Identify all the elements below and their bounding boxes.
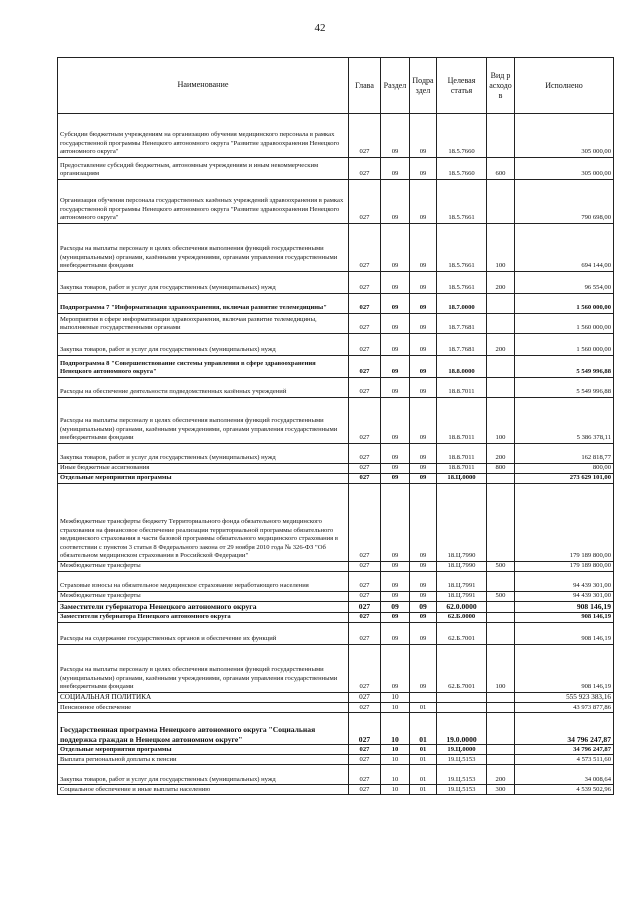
cell-chapter: 027 xyxy=(349,484,381,562)
cell-subsection: 09 xyxy=(410,272,437,294)
cell-subsection: 01 xyxy=(410,765,437,785)
cell-expense-type xyxy=(487,314,515,334)
cell-name: Социальное обеспечение и иные выплаты населению xyxy=(58,785,349,795)
cell-name: Межбюджетные трансферты бюджету Территориального фонда обязательного медицинского страхования на финансовое обеспечение реализации территориальной программы обязательного медицинского страхования в части базовой программы обязательного медицинского страхования в соответствии с пунктом 3 статьи 8 Федерального закона от 29 ноября 2010 года № 326-ФЗ "Об обязательном медицинском страховании в Российской Федерации" xyxy=(58,484,349,562)
cell-chapter: 027 xyxy=(349,645,381,693)
cell-subsection: 09 xyxy=(410,378,437,398)
cell-expense-type xyxy=(487,755,515,765)
cell-subsection: 09 xyxy=(410,645,437,693)
cell-target: 18.8.7011 xyxy=(437,444,487,464)
cell-section: 09 xyxy=(381,474,410,484)
cell-expense-type xyxy=(487,713,515,745)
cell-executed: 94 439 301,00 xyxy=(515,592,614,602)
cell-expense-type xyxy=(487,474,515,484)
cell-section: 09 xyxy=(381,444,410,464)
cell-section: 09 xyxy=(381,224,410,272)
cell-executed: 179 189 800,00 xyxy=(515,484,614,562)
cell-target: 18.Ц.7990 xyxy=(437,484,487,562)
table-row xyxy=(58,398,614,444)
cell-executed: 908 146,19 xyxy=(515,645,614,693)
cell-target: 19.Ц.5153 xyxy=(437,755,487,765)
cell-section: 09 xyxy=(381,180,410,224)
cell-executed: 34 008,64 xyxy=(515,765,614,785)
cell-expense-type xyxy=(487,484,515,562)
cell-chapter: 027 xyxy=(349,713,381,745)
cell-expense-type: 500 xyxy=(487,592,515,602)
table-row xyxy=(58,592,614,602)
cell-name: Закупка товаров, работ и услуг для государственных (муниципальных) нужд xyxy=(58,334,349,356)
cell-chapter: 027 xyxy=(349,464,381,474)
cell-expense-type: 200 xyxy=(487,334,515,356)
table-row xyxy=(58,314,614,334)
cell-section: 09 xyxy=(381,623,410,645)
cell-expense-type: 600 xyxy=(487,158,515,180)
cell-subsection: 09 xyxy=(410,356,437,378)
cell-executed: 43 973 877,86 xyxy=(515,703,614,713)
cell-chapter: 027 xyxy=(349,334,381,356)
cell-executed: 555 923 383,16 xyxy=(515,693,614,703)
cell-executed: 908 146,19 xyxy=(515,613,614,623)
cell-subsection: 09 xyxy=(410,334,437,356)
cell-name: Заместители губернатора Ненецкого автономного округа xyxy=(58,613,349,623)
cell-executed: 694 144,00 xyxy=(515,224,614,272)
cell-subsection: 09 xyxy=(410,592,437,602)
cell-chapter: 027 xyxy=(349,602,381,613)
cell-section: 10 xyxy=(381,693,410,703)
cell-name: Пенсионное обеспечение xyxy=(58,703,349,713)
cell-section: 09 xyxy=(381,602,410,613)
cell-expense-type xyxy=(487,378,515,398)
cell-executed: 4 539 502,96 xyxy=(515,785,614,795)
cell-expense-type xyxy=(487,613,515,623)
cell-expense-type xyxy=(487,703,515,713)
cell-expense-type xyxy=(487,356,515,378)
cell-section: 10 xyxy=(381,703,410,713)
cell-executed: 1 560 000,00 xyxy=(515,334,614,356)
cell-subsection: 09 xyxy=(410,294,437,314)
cell-target: 18.Ц.7991 xyxy=(437,592,487,602)
table-row xyxy=(58,613,614,623)
cell-target: 18.5.7661 xyxy=(437,272,487,294)
cell-subsection: 09 xyxy=(410,484,437,562)
cell-subsection: 09 xyxy=(410,180,437,224)
cell-chapter: 027 xyxy=(349,314,381,334)
table-row xyxy=(58,158,614,180)
cell-chapter: 027 xyxy=(349,693,381,703)
header-executed: Исполнено xyxy=(515,58,614,114)
cell-name: Страховые взносы на обязательное медицинское страхование неработающего населения xyxy=(58,572,349,592)
table-row xyxy=(58,562,614,572)
table-row xyxy=(58,755,614,765)
header-section: Раздел xyxy=(381,58,410,114)
cell-chapter: 027 xyxy=(349,785,381,795)
cell-name: Иные бюджетные ассигнования xyxy=(58,464,349,474)
cell-executed: 179 189 800,00 xyxy=(515,562,614,572)
cell-name: Расходы на выплаты персоналу в целях обеспечения выполнения функций государственными (муниципальными) органами, казёнными учреждениями, органами управления государственными внебюджетными фондами xyxy=(58,398,349,444)
cell-chapter: 027 xyxy=(349,158,381,180)
cell-name: Расходы на выплаты персоналу в целях обеспечения выполнения функций государственными (муниципальными) органами, казёнными учреждениями, органами управления государственными внебюджетными фондами xyxy=(58,224,349,272)
cell-executed: 1 560 000,00 xyxy=(515,294,614,314)
cell-name: Предоставление субсидий бюджетным, автономным учреждениям и иным некоммерческим организациям xyxy=(58,158,349,180)
cell-target: 18.7.7681 xyxy=(437,334,487,356)
cell-name: Организация обучения персонала государственных казённых учреждений здравоохранения в рамках государственной программы Ненецкого автономного округа "Развитие здравоохранения Ненецкого автономного округа" xyxy=(58,180,349,224)
cell-target: 18.5.7660 xyxy=(437,114,487,158)
cell-target: 18.5.7661 xyxy=(437,224,487,272)
cell-section: 10 xyxy=(381,765,410,785)
cell-chapter: 027 xyxy=(349,224,381,272)
cell-target: 62.Б.7001 xyxy=(437,645,487,693)
cell-subsection: 09 xyxy=(410,562,437,572)
cell-section: 09 xyxy=(381,592,410,602)
cell-subsection: 09 xyxy=(410,623,437,645)
cell-target: 18.7.7681 xyxy=(437,314,487,334)
cell-target: 18.5.7660 xyxy=(437,158,487,180)
cell-chapter: 027 xyxy=(349,294,381,314)
cell-subsection: 09 xyxy=(410,474,437,484)
cell-executed: 4 573 511,60 xyxy=(515,755,614,765)
cell-subsection: 09 xyxy=(410,314,437,334)
cell-expense-type: 300 xyxy=(487,785,515,795)
cell-name: СОЦИАЛЬНАЯ ПОЛИТИКА xyxy=(58,693,349,703)
cell-expense-type xyxy=(487,602,515,613)
table-row xyxy=(58,464,614,474)
cell-executed: 34 796 247,87 xyxy=(515,713,614,745)
table-row xyxy=(58,444,614,464)
table-row xyxy=(58,693,614,703)
cell-executed: 305 000,00 xyxy=(515,114,614,158)
cell-section: 10 xyxy=(381,755,410,765)
cell-chapter: 027 xyxy=(349,562,381,572)
cell-name: Закупка товаров, работ и услуг для государственных (муниципальных) нужд xyxy=(58,765,349,785)
cell-target: 62.Б.7001 xyxy=(437,623,487,645)
cell-expense-type xyxy=(487,572,515,592)
cell-section: 09 xyxy=(381,356,410,378)
cell-target: 18.8.7011 xyxy=(437,464,487,474)
cell-expense-type xyxy=(487,294,515,314)
header-expense-type: Вид расходов xyxy=(487,58,515,114)
cell-executed: 1 560 000,00 xyxy=(515,314,614,334)
cell-chapter: 027 xyxy=(349,444,381,464)
cell-expense-type: 800 xyxy=(487,464,515,474)
cell-expense-type xyxy=(487,114,515,158)
cell-expense-type xyxy=(487,745,515,755)
cell-name: Отдельные мероприятия программы xyxy=(58,745,349,755)
table-row xyxy=(58,474,614,484)
cell-target: 18.5.7661 xyxy=(437,180,487,224)
cell-chapter: 027 xyxy=(349,765,381,785)
table-row xyxy=(58,703,614,713)
cell-chapter: 027 xyxy=(349,592,381,602)
table-row xyxy=(58,572,614,592)
cell-section: 09 xyxy=(381,314,410,334)
table-row xyxy=(58,602,614,613)
cell-expense-type: 200 xyxy=(487,444,515,464)
table-row xyxy=(58,356,614,378)
cell-name: Закупка товаров, работ и услуг для государственных (муниципальных) нужд xyxy=(58,444,349,464)
cell-chapter: 027 xyxy=(349,613,381,623)
cell-subsection: 01 xyxy=(410,703,437,713)
cell-subsection: 09 xyxy=(410,464,437,474)
cell-chapter: 027 xyxy=(349,356,381,378)
cell-target: 18.Ц.7991 xyxy=(437,572,487,592)
table-row xyxy=(58,765,614,785)
table-row xyxy=(58,745,614,755)
cell-executed: 94 439 301,00 xyxy=(515,572,614,592)
cell-target: 18.Ц.0000 xyxy=(437,474,487,484)
cell-executed: 162 818,77 xyxy=(515,444,614,464)
cell-name: Мероприятия в сфере информатизации здравоохранения, включая развитие телемедицины, выполняемые государственными органами xyxy=(58,314,349,334)
cell-expense-type: 100 xyxy=(487,224,515,272)
cell-section: 10 xyxy=(381,785,410,795)
cell-subsection: 09 xyxy=(410,398,437,444)
cell-chapter: 027 xyxy=(349,745,381,755)
cell-target: 19.Ц.0000 xyxy=(437,745,487,755)
cell-executed: 908 146,19 xyxy=(515,602,614,613)
cell-section: 09 xyxy=(381,294,410,314)
cell-target xyxy=(437,703,487,713)
cell-target: 18.7.0000 xyxy=(437,294,487,314)
cell-target: 19.Ц.5153 xyxy=(437,785,487,795)
budget-table xyxy=(57,57,614,795)
cell-subsection: 09 xyxy=(410,602,437,613)
cell-name: Расходы на содержание государственных органов и обеспечение их функций xyxy=(58,623,349,645)
cell-chapter: 027 xyxy=(349,398,381,444)
cell-target: 18.Ц.7990 xyxy=(437,562,487,572)
cell-chapter: 027 xyxy=(349,755,381,765)
cell-section: 09 xyxy=(381,484,410,562)
table-row xyxy=(58,114,614,158)
cell-expense-type: 500 xyxy=(487,562,515,572)
cell-name: Межбюджетные трансферты xyxy=(58,592,349,602)
table-body xyxy=(58,114,614,795)
cell-executed: 908 146,19 xyxy=(515,623,614,645)
cell-expense-type xyxy=(487,623,515,645)
cell-executed: 34 796 247,87 xyxy=(515,745,614,755)
cell-name: Отдельные мероприятия программы xyxy=(58,474,349,484)
cell-section: 09 xyxy=(381,334,410,356)
cell-expense-type: 100 xyxy=(487,398,515,444)
cell-name: Подпрограмма 8 "Совершенствование системы управления в сфере здравоохранения Ненецкого автономного округа" xyxy=(58,356,349,378)
cell-expense-type xyxy=(487,693,515,703)
cell-target: 19.Ц.5153 xyxy=(437,765,487,785)
cell-section: 09 xyxy=(381,562,410,572)
cell-name: Межбюджетные трансферты xyxy=(58,562,349,572)
cell-target: 62.Б.0000 xyxy=(437,613,487,623)
cell-name: Заместители губернатора Ненецкого автономного округа xyxy=(58,602,349,613)
cell-subsection: 01 xyxy=(410,713,437,745)
cell-section: 09 xyxy=(381,114,410,158)
cell-executed: 5 386 378,11 xyxy=(515,398,614,444)
cell-expense-type: 200 xyxy=(487,765,515,785)
cell-target: 18.8.7011 xyxy=(437,398,487,444)
cell-subsection: 09 xyxy=(410,158,437,180)
cell-section: 10 xyxy=(381,745,410,755)
cell-subsection: 01 xyxy=(410,755,437,765)
cell-chapter: 027 xyxy=(349,272,381,294)
page-number: 42 xyxy=(314,22,326,34)
cell-executed: 305 000,00 xyxy=(515,158,614,180)
cell-chapter: 027 xyxy=(349,572,381,592)
header-name: Наименование xyxy=(58,58,349,114)
cell-section: 09 xyxy=(381,398,410,444)
table-row xyxy=(58,334,614,356)
cell-executed: 790 698,00 xyxy=(515,180,614,224)
table-row xyxy=(58,224,614,272)
cell-executed: 5 549 996,88 xyxy=(515,356,614,378)
cell-executed: 273 629 101,00 xyxy=(515,474,614,484)
table-row xyxy=(58,378,614,398)
cell-section: 09 xyxy=(381,613,410,623)
cell-subsection: 09 xyxy=(410,444,437,464)
table-row xyxy=(58,623,614,645)
cell-subsection: 09 xyxy=(410,224,437,272)
cell-chapter: 027 xyxy=(349,623,381,645)
header-target: Целевая статья xyxy=(437,58,487,114)
cell-section: 09 xyxy=(381,272,410,294)
cell-executed: 5 549 996,88 xyxy=(515,378,614,398)
cell-name: Закупка товаров, работ и услуг для государственных (муниципальных) нужд xyxy=(58,272,349,294)
cell-section: 09 xyxy=(381,572,410,592)
cell-subsection: 09 xyxy=(410,114,437,158)
cell-expense-type xyxy=(487,180,515,224)
header-subsection: Подраздел xyxy=(410,58,437,114)
table-row xyxy=(58,645,614,693)
cell-subsection: 09 xyxy=(410,572,437,592)
table-row xyxy=(58,180,614,224)
cell-chapter: 027 xyxy=(349,180,381,224)
cell-section: 09 xyxy=(381,645,410,693)
cell-name: Государственная программа Ненецкого автономного округа "Социальная поддержка граждан в Ненецком автономном округе" xyxy=(58,713,349,745)
cell-subsection: 01 xyxy=(410,785,437,795)
table-row xyxy=(58,713,614,745)
cell-chapter: 027 xyxy=(349,114,381,158)
cell-section: 09 xyxy=(381,158,410,180)
cell-subsection: 09 xyxy=(410,613,437,623)
cell-target xyxy=(437,693,487,703)
cell-target: 19.0.0000 xyxy=(437,713,487,745)
cell-name: Субсидии бюджетным учреждениям на организацию обучения медицинского персонала в рамках государственной программы Ненецкого автономного округа "Развитие здравоохранения Ненецкого автономного округа" xyxy=(58,114,349,158)
cell-chapter: 027 xyxy=(349,378,381,398)
header-chapter: Глава xyxy=(349,58,381,114)
cell-chapter: 027 xyxy=(349,703,381,713)
cell-subsection: 01 xyxy=(410,745,437,755)
cell-name: Расходы на выплаты персоналу в целях обеспечения выполнения функций государственными (муниципальными) органами, казёнными учреждениями, органами управления государственными внебюджетными фондами xyxy=(58,645,349,693)
table-header-row xyxy=(58,58,614,114)
cell-section: 09 xyxy=(381,464,410,474)
cell-expense-type: 200 xyxy=(487,272,515,294)
cell-expense-type: 100 xyxy=(487,645,515,693)
cell-name: Подпрограмма 7 "Информатизация здравоохранения, включая развитие телемедицины" xyxy=(58,294,349,314)
cell-executed: 800,00 xyxy=(515,464,614,474)
cell-executed: 96 554,00 xyxy=(515,272,614,294)
cell-subsection xyxy=(410,693,437,703)
table-row xyxy=(58,484,614,562)
cell-name: Выплата региональной доплаты к пенсии xyxy=(58,755,349,765)
cell-name: Расходы на обеспечение деятельности подведомственных казённых учреждений xyxy=(58,378,349,398)
cell-chapter: 027 xyxy=(349,474,381,484)
cell-section: 09 xyxy=(381,378,410,398)
cell-target: 18.8.0000 xyxy=(437,356,487,378)
cell-target: 62.0.0000 xyxy=(437,602,487,613)
cell-target: 18.8.7011 xyxy=(437,378,487,398)
table-row xyxy=(58,272,614,294)
table-row xyxy=(58,785,614,795)
table-row xyxy=(58,294,614,314)
cell-section: 10 xyxy=(381,713,410,745)
